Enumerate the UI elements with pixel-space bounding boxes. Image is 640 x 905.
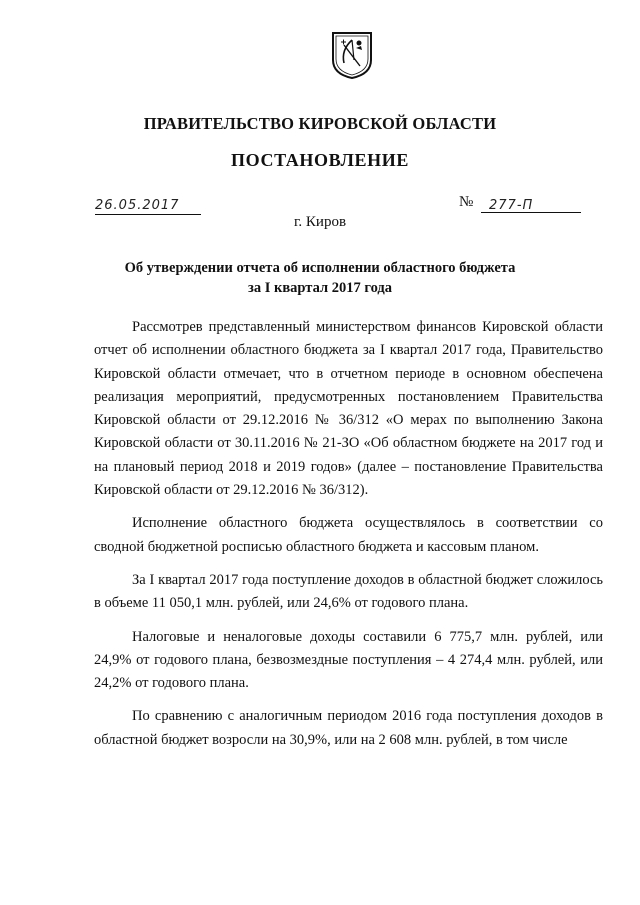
paragraph-4: Налоговые и неналоговые доходы составили 6 775,7 млн. рублей, или 24,9% от годового плана, безвозмездные поступления – 4 274,4 млн. рублей, или 24,2% от годового плана. xyxy=(94,628,603,692)
subject-line-2: за I квартал 2017 года xyxy=(248,280,392,296)
document-body xyxy=(94,316,603,762)
subject-line-1: Об утверждении отчета об исполнении областного бюджета xyxy=(124,260,516,276)
city-name: г. Киров xyxy=(293,214,347,230)
coat-of-arms-icon xyxy=(330,30,374,80)
number-sign: № xyxy=(459,194,474,210)
decree-number-line xyxy=(481,196,581,213)
decree-number: 277-П xyxy=(489,198,534,213)
decree-subject xyxy=(100,258,540,298)
decree-number-field xyxy=(459,194,581,214)
government-title: ПРАВИТЕЛЬСТВО КИРОВСКОЙ ОБЛАСТИ xyxy=(143,114,497,133)
paragraph-3: За I квартал 2017 года поступление доходов в областной бюджет сложилось в объеме 11 050,1 млн. рублей, или 24,6% от годового плана. xyxy=(94,571,603,612)
paragraph-2: Исполнение областного бюджета осуществлялось в соответствии со сводной бюджетной росписью областного бюджета и кассовым планом. xyxy=(94,515,603,555)
document-type-title: ПОСТАНОВЛЕНИЕ xyxy=(231,150,409,170)
decree-date-field xyxy=(95,196,201,215)
paragraph-5: По сравнению с аналогичным периодом 2016 года поступления доходов в областной бюджет возросли на 30,9%, или на 2 608 млн. рублей, в том числе xyxy=(94,708,603,748)
paragraph-1: Рассмотрев представленный министерством финансов Кировской области отчет об исполнении областного бюджета за I квартал 2017 года, Правительство Кировской области отмечает, что в отчетном периоде в основном обеспечена реализация мероприятий, предусмотренных постановлением Правительства Кировской области от 29.12.2016 № 36/312 «О мерах по выполнению Закона Кировской области от 30.11.2016 № 21-ЗО «Об областном бюджете на 2017 год и на плановый период 2018 и 2019 годов» (далее – постановление Правительства Кировской области от 29.12.2016 № 36/312). xyxy=(94,319,603,499)
decree-date: 26.05.2017 xyxy=(95,198,180,213)
